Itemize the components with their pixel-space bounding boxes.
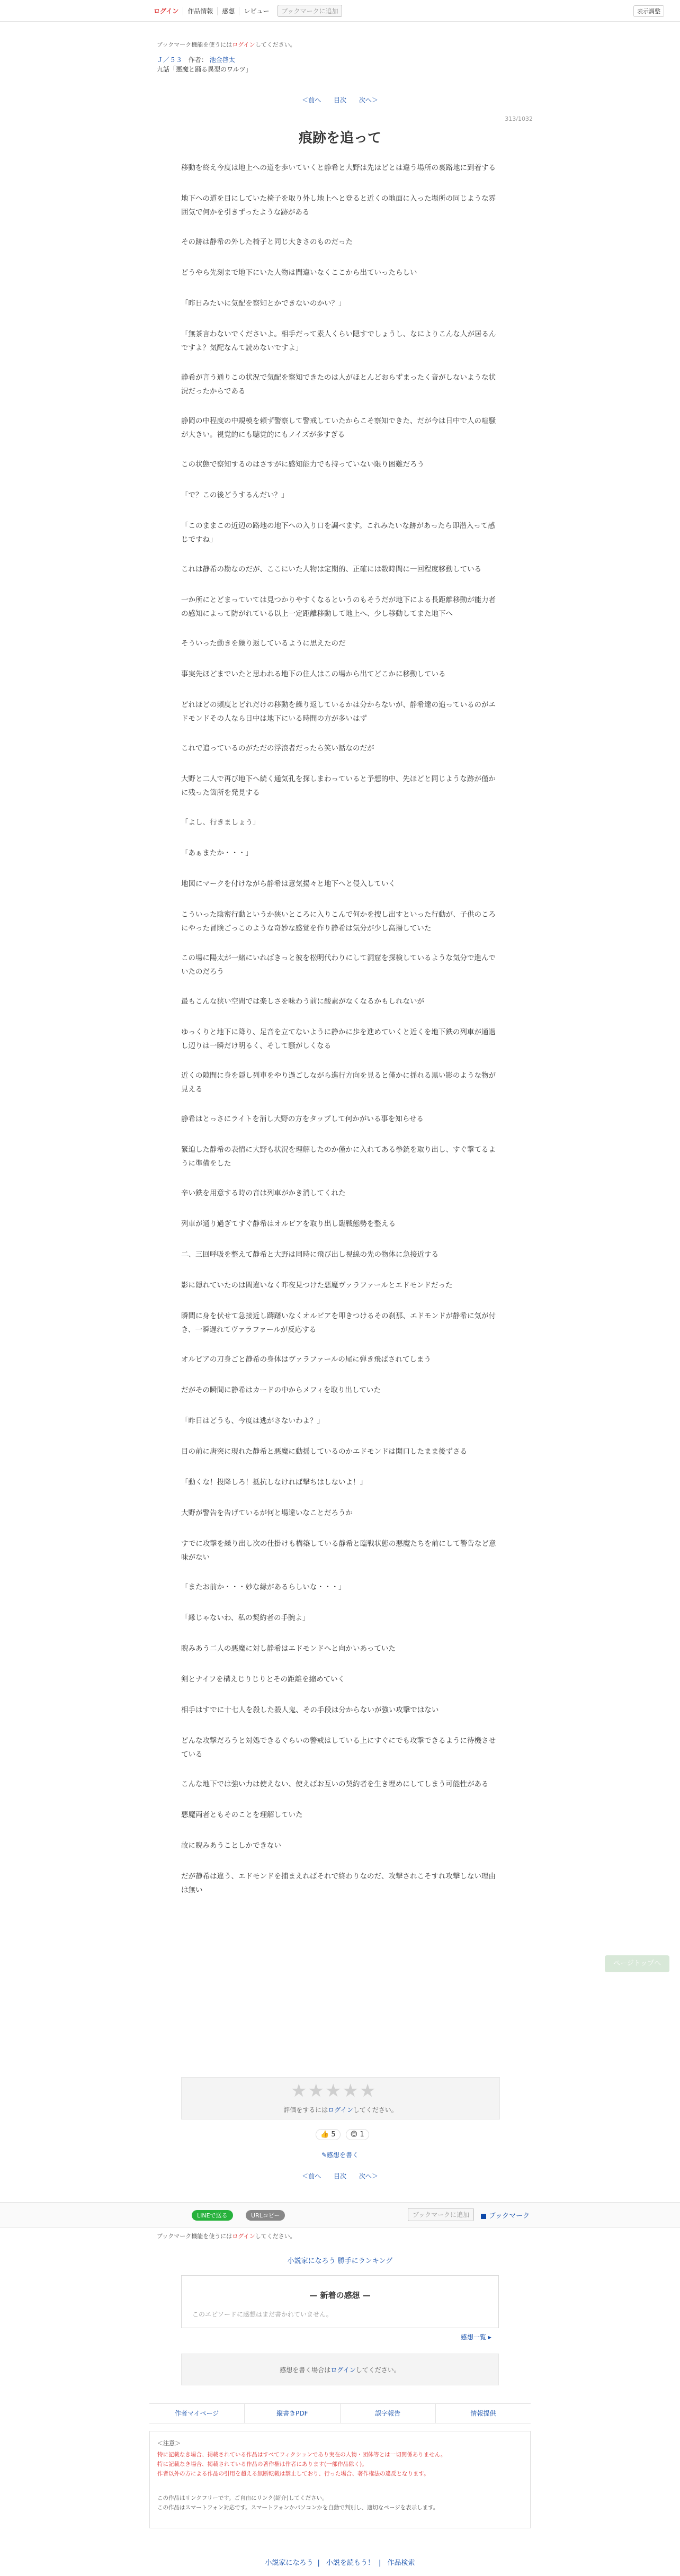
body-paragraph: その跡は静希の外した椅子と同じ大きさのものだった <box>181 238 353 246</box>
url-copy-button[interactable]: URLコピー <box>246 2210 285 2221</box>
bookmark-link[interactable]: ブックマーク <box>481 2210 530 2220</box>
index-link-bottom[interactable]: 目次 <box>333 2172 346 2180</box>
bookmark-notice-bottom: ブックマーク機能を使うにはログインしてください。 <box>157 2233 296 2240</box>
ranking-link[interactable]: 小説家になろう 勝手にランキング <box>287 2257 393 2265</box>
body-paragraph: これは静希の勘なのだが、ここにいた人物は定期的、正確には数時間に一回程度移動している <box>181 565 481 574</box>
body-paragraph: この状態で察知するのはさすがに感知能力でも持っていない限り困難だろう <box>181 460 424 469</box>
body-paragraph: 影に隠れていたのは間違いなく昨夜見つけた悪魔ヴァラファールとエドモンドだった <box>181 1281 453 1290</box>
tab-impressions[interactable]: 感想 <box>218 7 239 15</box>
body-paragraph: 最もこんな狭い空間では楽しさを味わう前に酸素がなくなるかもしれないが <box>181 997 424 1006</box>
login-link[interactable]: ログイン <box>149 7 183 15</box>
body-paragraph: 「昨日はどうも、今度は逃がさないわよ？」 <box>181 1417 324 1425</box>
body-paragraph: オルビアの刀身ごと静希の身体はヴァラファールの尾に弾き飛ばされてしまう <box>181 1355 431 1364</box>
body-paragraph: 地図にマークを付けながら静希は意気揚々と地下へと侵入していく <box>181 880 396 888</box>
impression-list-link[interactable]: 感想一覧 ▸ <box>461 2333 491 2341</box>
body-paragraph: 剣とナイフを構えじりじりとその距離を縮めていく <box>181 1675 345 1684</box>
body-paragraph: これで追っているのがただの浮浪者だったら笑い話なのだが <box>181 744 374 753</box>
body-paragraph: 近くの隙間に身を隠し列車をやり過ごしながら進行方向を見ると僅かに揺れる黒い影のような物が見える <box>181 1071 496 1094</box>
footer-links <box>149 2403 531 2423</box>
new-impressions-box <box>181 2275 499 2328</box>
body-paragraph: 相手はすでに十七人を殺した殺人鬼、その手段は分からないが強い攻撃ではない <box>181 1706 439 1714</box>
pager-bottom <box>0 2171 680 2180</box>
body-paragraph: 静岡の中程度の中規模を頼ず警察して警戒していたからこそ察知できた、だが今は日中で人の喧騒が大きい。視覚的にも聴覚的にもノイズが多すぎる <box>181 417 496 439</box>
body-paragraph: どれほどの頻度とどれだけの移動を繰り返しているかは分からないが、静希達の追っているのがエドモンドその人なら日中は地下にいる時間の方が多いはず <box>181 701 496 723</box>
body-paragraph: だが静希は違う、エドモンドを捕まえればそれで終わりなのだ、攻撃されこそすれ攻撃しない理由は無い <box>181 1872 496 1894</box>
bm-notice-login-link[interactable]: ログイン <box>232 2233 255 2240</box>
chapter-title: 九話「悪魔と踊る異型のワルツ」 <box>157 66 252 73</box>
body-paragraph: 大野と二人で再び地下へ続く通気孔を探しまわっていると予想的中、先ほどと同じような跡が僅かに残った箇所を発見する <box>181 775 496 797</box>
author-label: 作者： <box>188 56 208 64</box>
body-paragraph: どうやら先刻まで地下にいた人物は間違いなくここから出ていったらしい <box>181 269 417 277</box>
body-paragraph: 故に睨みあうことしかできない <box>181 1841 281 1850</box>
body-paragraph: 「昨日みたいに気配を察知とかできないのかい？」 <box>181 299 346 308</box>
write-login-link[interactable]: ログイン <box>330 2366 356 2374</box>
notice-login-link[interactable]: ログイン <box>232 41 255 48</box>
rating-box <box>181 2077 500 2119</box>
body-paragraph: 緊迫した静希の表情に大野も状況を理解したのか僅かに入れてある拳銃を取り出し、すぐ撃てるように準備をした <box>181 1146 496 1168</box>
body-paragraph: 「またお前か・・・妙な縁があるらしいな・・・」 <box>181 1583 346 1591</box>
caution-gray-1: この作品はリンクフリーです。ご自由にリンク(紹介)してください。 <box>157 2495 328 2501</box>
body-paragraph: 列車が通り過ぎてすぐ静希はオルビアを取り出し臨戦態勢を整える <box>181 1220 396 1228</box>
reaction-smile[interactable]: 😊 1 <box>346 2129 369 2140</box>
smile-icon: 😊 <box>350 2131 358 2139</box>
body-paragraph: 睨みあう二人の悪魔に対し静希はエドモンドへと向かいあっていた <box>181 1644 396 1653</box>
reaction-thumbs-up[interactable]: 👍 5 <box>316 2129 341 2140</box>
body-paragraph: 地下への道を目にしていた椅子を取り外し地上へと登ると近くの地面に入った場所の同じような雰囲気で何かを引きずったような跡がある <box>181 194 496 217</box>
top-nav <box>149 5 342 17</box>
top-bar <box>0 0 680 22</box>
body-paragraph: 移動を終え今度は地上への道を歩いていくと静希と大野は先ほどとは違う場所の裏路地に到着する <box>181 164 496 172</box>
body-paragraph: この場に陽太が一緒にいればきっと彼を松明代わりにして洞窟を探検しているような気分で進んでいたのだろう <box>181 954 496 976</box>
next-link-bottom[interactable]: 次へ＞ <box>359 2172 378 2180</box>
tab-work-info[interactable]: 作品情報 <box>183 7 218 15</box>
body-paragraph: 「よし、行きましょう」 <box>181 818 260 827</box>
body-paragraph: 二、三回呼吸を整えて静希と大野は同時に飛び出し視線の先の物体に急接近する <box>181 1250 439 1259</box>
new-impressions-empty: このエピソードに感想はまだ書かれていません。 <box>192 2311 333 2318</box>
display-settings-button[interactable]: 表示調整 <box>633 5 664 17</box>
share-row <box>0 2202 680 2228</box>
body-paragraph: どんな攻撃だろうと対処できるぐらいの警戒はしている上にすぐにでも攻撃できるように待機させている <box>181 1737 496 1759</box>
body-paragraph: 瞬間に身を伏せて急接近し躊躇いなくオルビアを叩きつけるその刹那、エドモンドが静希に気が付き、一瞬遅れてヴァラファールが反応する <box>181 1312 496 1334</box>
write-impression-link[interactable]: ✎感想を書く <box>321 2151 359 2159</box>
add-bookmark-button[interactable]: ブックマークに追加 <box>278 5 342 17</box>
info-provide-link[interactable]: 情報提供 <box>470 2410 496 2417</box>
tab-reviews[interactable]: レビュー <box>244 7 270 15</box>
body-paragraph: こんな地下では強い力は使えない、使えばお互いの契約者を生き埋めにしてしまう可能性がある <box>181 1780 489 1788</box>
rating-text: 評価をするにはログインしてください。 <box>283 2106 398 2114</box>
body-paragraph: 「で？この後どうするんだい？」 <box>181 491 289 499</box>
author-link[interactable]: 池金啓太 <box>209 56 235 64</box>
caution-red-3: 作者以外の方による作品の引用を超える無断転載は禁止しており、行った場合、著作権法の違反となります。 <box>157 2471 430 2477</box>
rating-login-link[interactable]: ログイン <box>328 2106 353 2114</box>
login-to-write-box: 感想を書く場合はログインしてください。 <box>181 2354 499 2385</box>
body-paragraph: 目の前に唐突に現れた静希と悪魔に動揺しているのかエドモンドは開口したまま後ずさる <box>181 1447 467 1456</box>
body-paragraph: こういった陰密行動というか狭いところに入りこんで何かを捜し出すといった行動が、子供のころにやった冒険ごっこのような奇妙な感覚を作り静希は気分が少し高揚していた <box>181 910 496 933</box>
bottom-nav: 小説家になろう | 小説を読もう！ | 作品検索 <box>265 2559 415 2567</box>
body-paragraph: ゆっくりと地下に降り、足音を立てないように静かに歩を進めていくと近くを地下鉄の列車が通過し辺りは一瞬だけ明るく、そして騒がしくなる <box>181 1028 496 1050</box>
body-paragraph: 大野が警告を告げているが何と場違いなことだろうか <box>181 1509 353 1517</box>
caution-red-1: 特に記載なき場合、掲載されている作品はすべてフィクションであり実在の人物・団体等とは一切関係ありません。 <box>157 2452 446 2458</box>
body-paragraph: そういった動きを繰り返しているように思えたのだ <box>181 639 346 648</box>
rating-stars[interactable]: ★★★★★ <box>291 2080 377 2101</box>
thumbs-up-icon: 👍 <box>320 2131 329 2139</box>
line-share-button[interactable]: LINEで送る <box>192 2210 233 2221</box>
series-title[interactable]: Ｊ／５３ <box>157 56 183 64</box>
body-paragraph: 「動くな！投降しろ！抵抗しなければ撃ちはしないよ！」 <box>181 1478 367 1487</box>
body-paragraph: すでに攻撃を繰り出し次の仕掛けも構築している静希と臨戦状態の悪魔たちを前にして警告など意味がない <box>181 1540 496 1562</box>
typo-report-link[interactable]: 誤字報告 <box>341 2404 436 2423</box>
body-paragraph: 一か所にとどまっていては見つかりやすくなるというのもそうだが地下による長距離移動が能力者の感知によって防がれている以上一定距離移動して地上へ、少し移動してまた地下へ <box>181 596 496 618</box>
prev-link-bottom[interactable]: ＜前へ <box>302 2172 321 2180</box>
body-paragraph: 事実先ほどまでいたと思われる地下の住人はこの場から出てどこかに移動している <box>181 670 446 678</box>
caution-gray-2: この作品はスマートフォン対応です。スマートフォンかパソコンかを自動で判別し、適切なページを表示します。 <box>157 2505 439 2511</box>
page-number: 313/1032 <box>505 115 533 122</box>
vertical-pdf-link[interactable]: 縦書きPDF <box>245 2404 340 2423</box>
caution-title: ＜注意＞ <box>157 2440 181 2447</box>
yomou-link[interactable]: 小説を読もう！ <box>326 2559 374 2567</box>
site-home-link[interactable]: 小説家になろう <box>265 2559 314 2567</box>
body-paragraph: 「あぁまたか・・・」 <box>181 849 253 857</box>
add-bookmark-button-bottom[interactable]: ブックマークに追加 <box>408 2208 474 2221</box>
caution-red-2: 特に記載なき場合、掲載されている作品の著作権は作者にあります(一部作品除く)。 <box>157 2461 368 2467</box>
page-top-button[interactable]: ページトップへ <box>605 1955 669 1972</box>
reactions <box>316 2129 369 2140</box>
caution-box <box>149 2431 531 2528</box>
bookmark-icon <box>481 2214 486 2219</box>
body-paragraph: 「縁じゃないわ、私の契約者の手腕よ」 <box>181 1614 310 1622</box>
body-paragraph: 「無茶言わないでくださいよ。相手だって素人くらい隠すでしょうし、なによりこんな人が居るんですよ？気配なんて読めないですよ」 <box>181 330 496 352</box>
body-paragraph: 「このままこの近辺の路地の地下への入り口を調べます。これみたいな跡があったら即潜入って感じですね」 <box>181 522 495 544</box>
new-impressions-heading: — 新着の感想 — <box>309 2291 371 2300</box>
next-link[interactable]: 次へ＞ <box>359 96 378 104</box>
search-link[interactable]: 作品検索 <box>387 2559 415 2567</box>
pager-top <box>0 95 680 104</box>
body-paragraph: 静希はとっさにライトを消し大野の方をタップして何かがいる事を知らせる <box>181 1115 424 1123</box>
body-paragraph: だがその瞬間に静希はカードの中からメフィを取り出していた <box>181 1386 381 1394</box>
body-paragraph: 静希が言う通りこの状況で気配を察知できたのは人がほとんどおらずまったく音がしないような状況だったからである <box>181 373 496 396</box>
body-paragraph: 悪魔両者ともそのことを理解していた <box>181 1811 303 1819</box>
bookmark-notice: ブックマーク機能を使うにはログインしてください。 <box>157 41 296 48</box>
episode-title: 痕跡を追って <box>298 130 381 146</box>
series-info <box>157 55 252 74</box>
body-paragraph: 辛い鉄を用意する時の音は列車がかき消してくれた <box>181 1189 346 1197</box>
author-mypage-link[interactable]: 作者マイページ <box>149 2404 245 2423</box>
prev-link[interactable]: ＜前へ <box>302 96 321 104</box>
index-link[interactable]: 目次 <box>333 96 346 104</box>
